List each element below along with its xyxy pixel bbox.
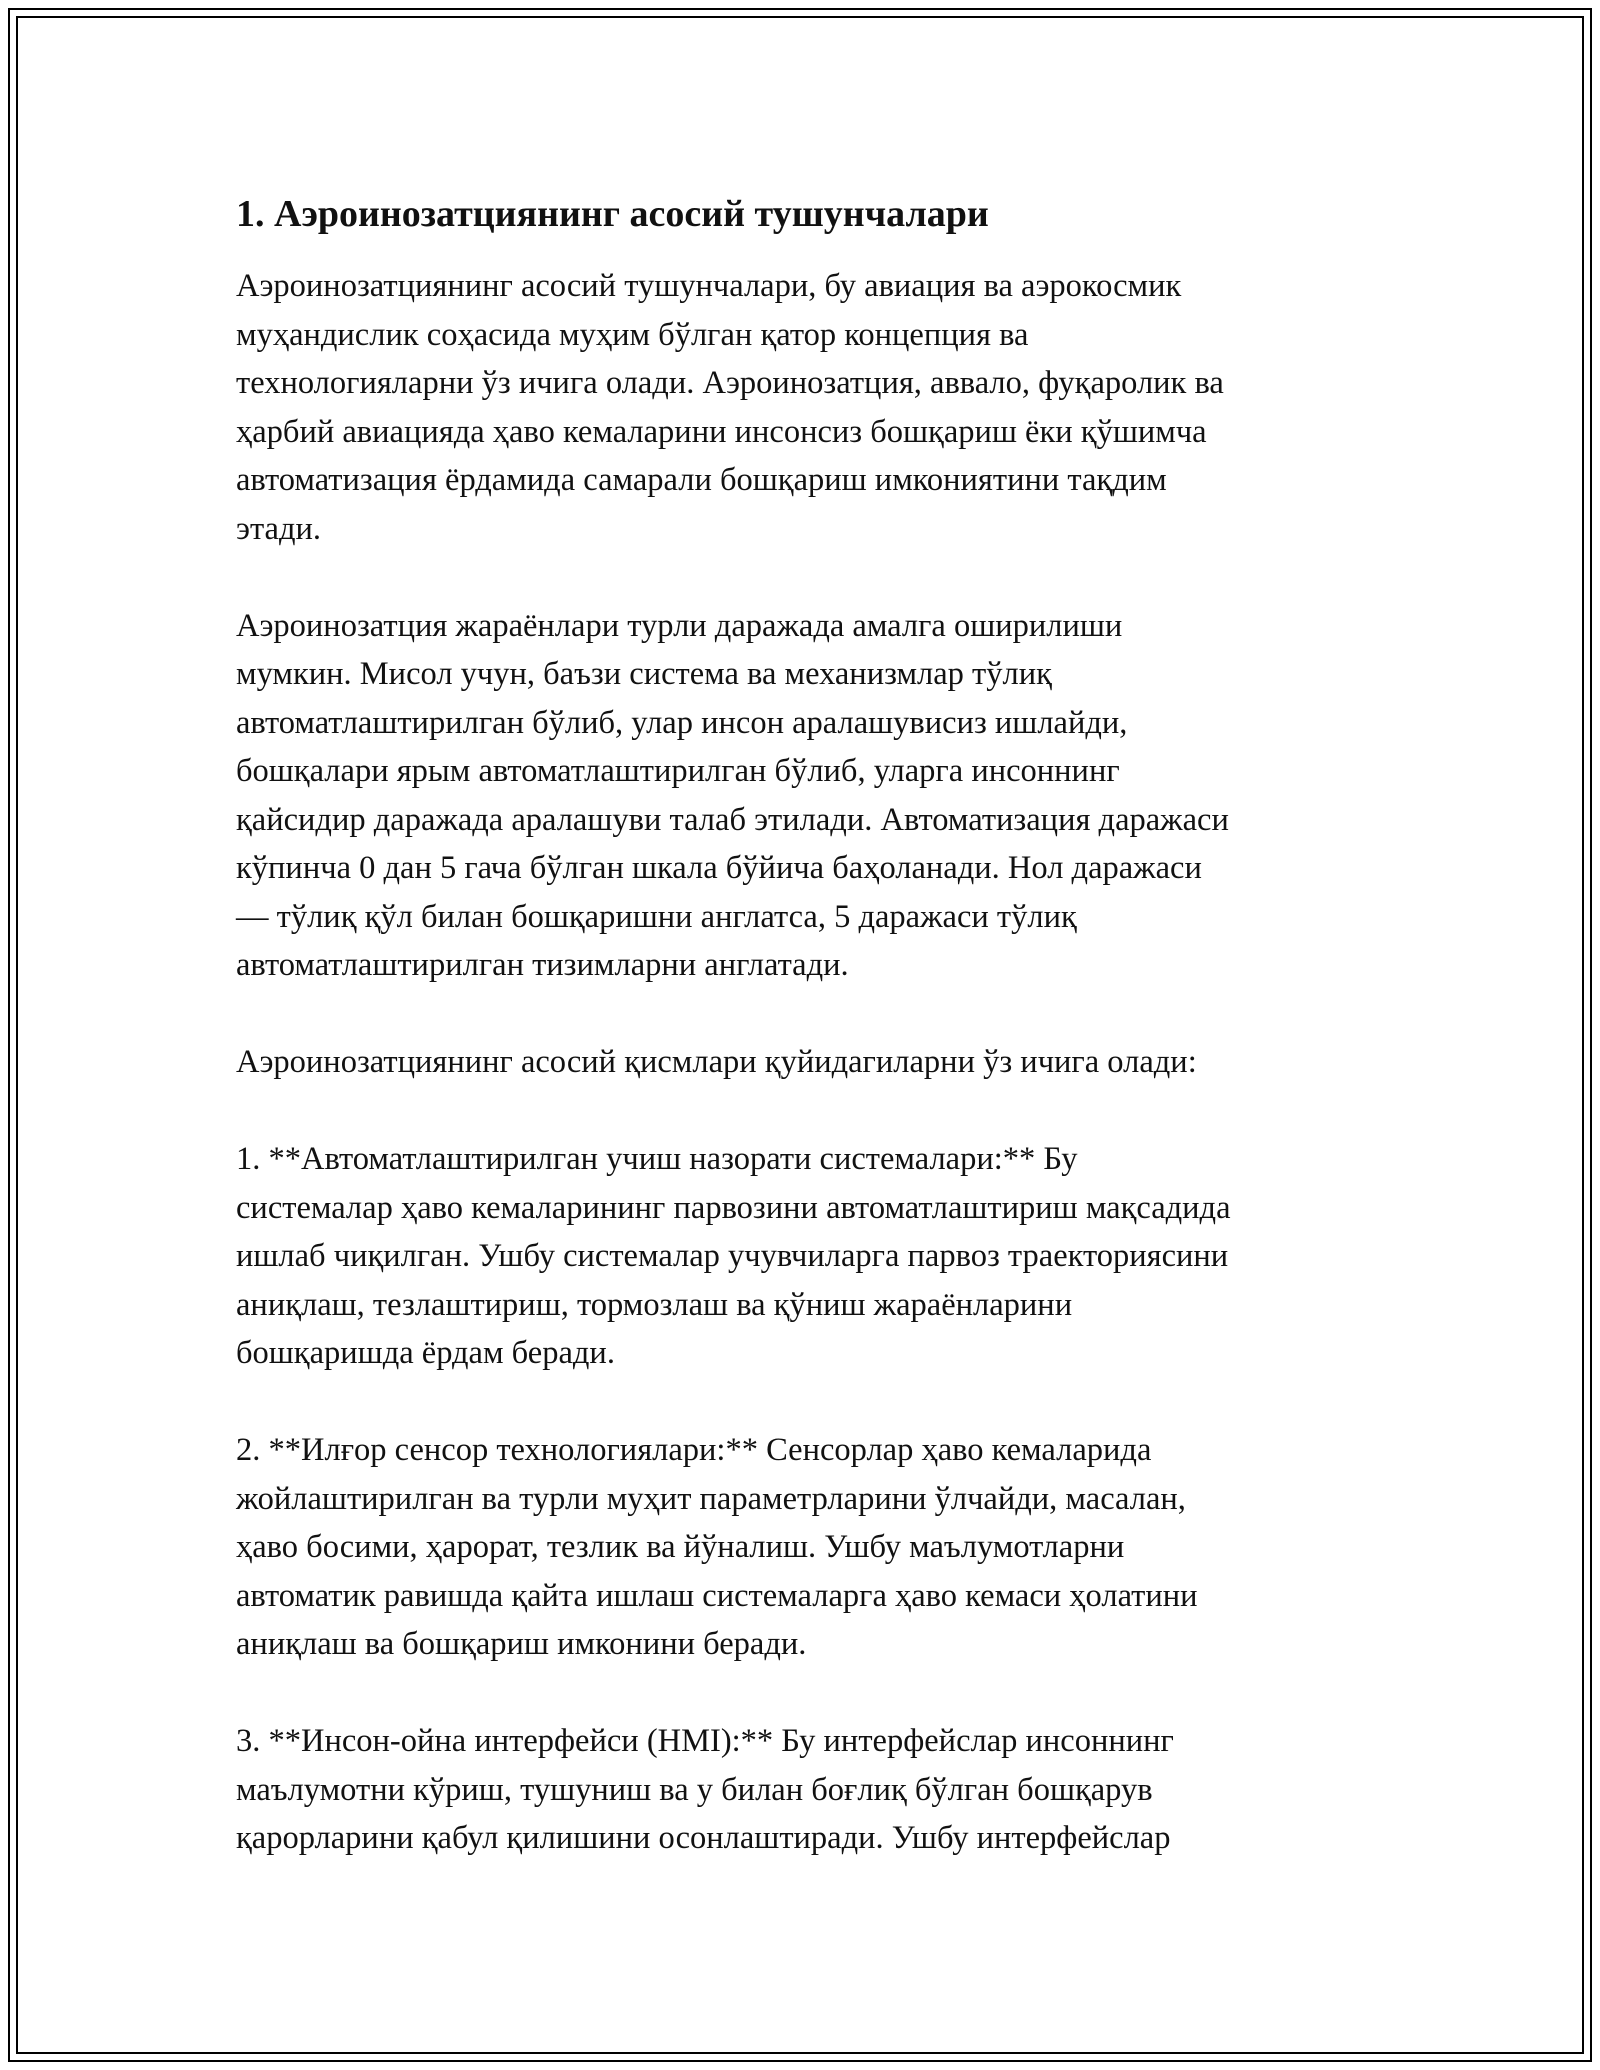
- text-line: қарорларини қабул қилишини осонлаштиради. Ушбу интерфейслар: [236, 1820, 1171, 1856]
- text-line: 2. **Илғор сенсор технологиялари:** Сенсорлар ҳаво кемаларида: [236, 1432, 1152, 1468]
- text-line: автоматик равишда қайта ишлаш системаларга ҳаво кемаси ҳолатини: [236, 1577, 1198, 1614]
- text-line: Аэроинозатциянинг асосий тушунчалари, бу авиация ва аэрокосмик: [236, 268, 1182, 304]
- list-item-1: [236, 1135, 1376, 1378]
- text-line: 3. **Инсон-ойна интерфейси (HMI):** Бу интерфейслар инсоннинг: [236, 1723, 1174, 1759]
- text-line: бошқалари ярым автоматлаштирилган бўлиб, уларга инсоннинг: [236, 753, 1120, 789]
- text-line: ишлаб чиқилган. Ушбу системалар учувчиларга парвоз траекториясини: [236, 1238, 1229, 1274]
- text-line: аниқлаш, тезлаштириш, тормозлаш ва қўниш жараёнларини: [236, 1286, 1073, 1323]
- text-line: автоматизация ёрдамида самарали бошқариш имкониятини тақдим: [236, 462, 1167, 498]
- text-line: бошқаришда ёрдам беради.: [236, 1335, 615, 1371]
- paragraph-automation-levels: [236, 602, 1376, 990]
- text-line: аниқлаш ва бошқариш имконини беради.: [236, 1626, 807, 1662]
- text-line: системалар ҳаво кемаларининг парвозини автоматлаштириш мақсадида: [236, 1189, 1231, 1226]
- paragraph-intro: [236, 262, 1376, 553]
- text-line: Аэроинозатциянинг асосий қисмлари қуйидагиларни ўз ичига олади:: [236, 1044, 1197, 1080]
- text-line: муҳандислик соҳасида муҳим бўлган қатор концепция ва: [236, 316, 1029, 353]
- text-line: ҳарбий авиацияда ҳаво кемаларини инсонсиз бошқариш ёки қўшимча: [236, 413, 1207, 450]
- text-line: автоматлаштирилган тизимларни англатади.: [236, 947, 849, 983]
- list-item-3: [236, 1717, 1376, 1863]
- text-line: технологияларни ўз ичига олади. Аэроинозатция, аввало, фуқаролик ва: [236, 365, 1224, 401]
- text-line: мумкин. Мисол учун, баъзи система ва механизмлар тўлиқ: [236, 656, 1052, 692]
- section-heading: 1. Аэроинозатциянинг асосий тушунчалари: [236, 193, 989, 235]
- text-line: маълумотни кўриш, тушуниш ва у билан боғлиқ бўлган бошқарув: [236, 1771, 1153, 1808]
- document-body: [236, 188, 1376, 1911]
- text-line: — тўлиқ қўл билан бошқаришни англатса, 5 даражаси тўлиқ: [236, 898, 1077, 935]
- text-line: қайсидир даражада аралашуви талаб этилади. Автоматизация даражаси: [236, 801, 1229, 838]
- list-item-2: [236, 1426, 1376, 1669]
- text-line: 1. **Автоматлаштирилган учиш назорати системалари:** Бу: [236, 1141, 1078, 1177]
- text-line: автоматлаштирилган бўлиб, улар инсон аралашувисиз ишлайди,: [236, 704, 1128, 741]
- text-line: кўпинча 0 дан 5 гача бўлган шкала бўйича баҳоланади. Нол даражаси: [236, 850, 1202, 886]
- text-line: жойлаштирилган ва турли муҳит параметрларини ўлчайди, масалан,: [236, 1480, 1186, 1517]
- text-line: ҳаво босими, ҳарорат, тезлик ва йўналиш. Ушбу маълумотларни: [236, 1529, 1125, 1565]
- text-line: этади.: [236, 510, 322, 547]
- paragraph-components-intro: [236, 1038, 1376, 1087]
- text-line: Аэроинозатция жараёнлари турли даражада амалга оширилиши: [236, 607, 1123, 644]
